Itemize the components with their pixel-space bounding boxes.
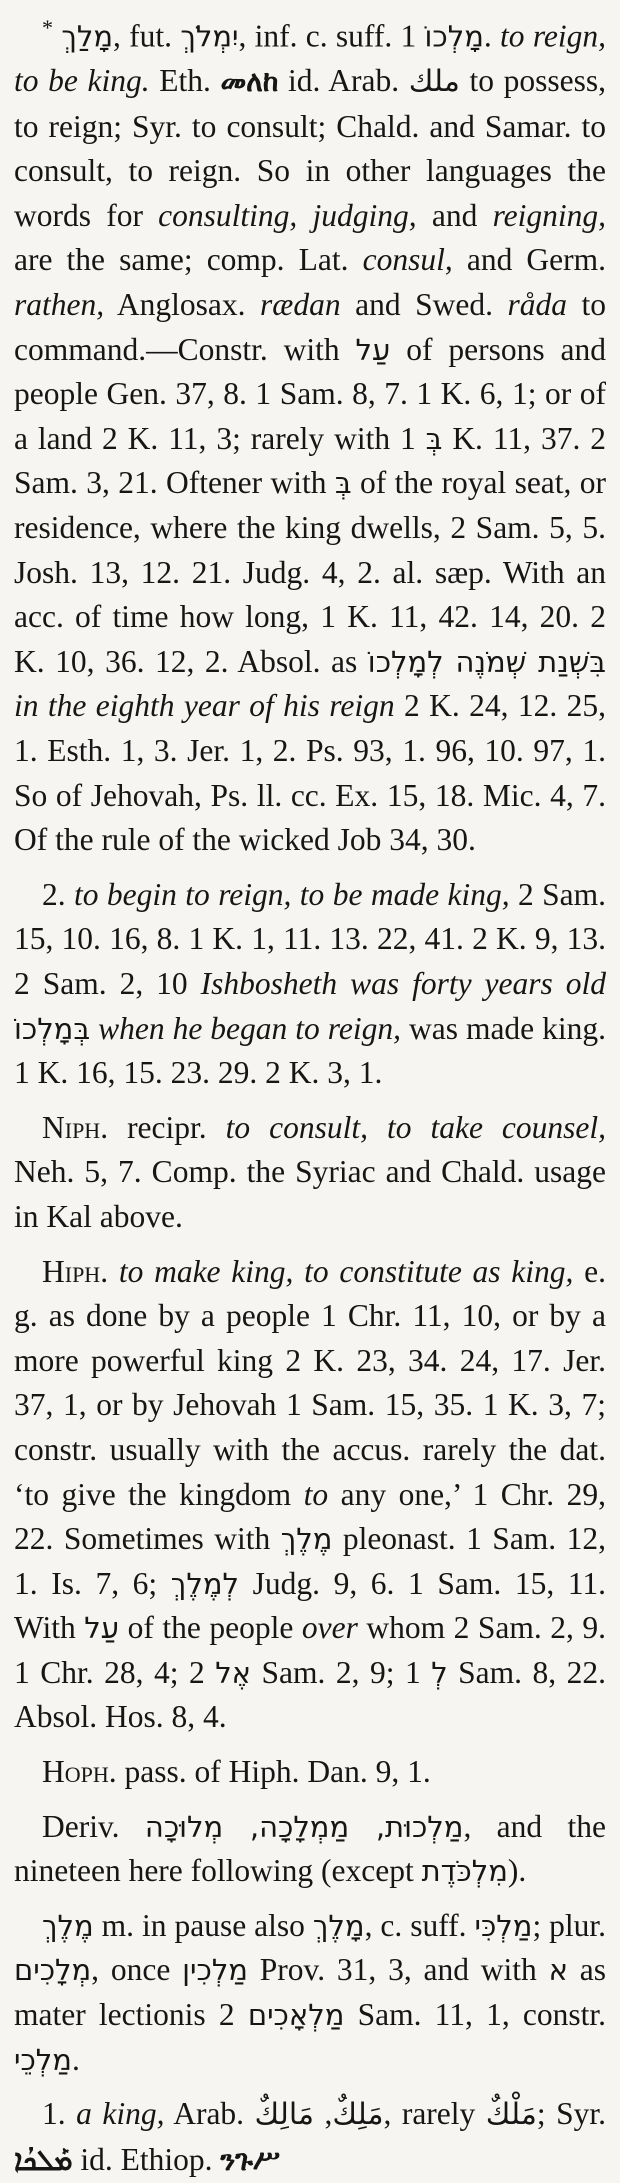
arabic-malik: مَلِكٌ	[332, 2097, 384, 2133]
word-consulting: consulting,	[158, 197, 298, 233]
eighth-year-refs: 2 K. 24, 12. 25, 1. Esth. 1, 3. Jer. 1, 2. Ps. 93, 1. 96, 10. 97, 1. So of Jehovah, Ps. ll. cc. Ex. 15, 18. Mic. 4, 7. Of the rule of the wicked Job 34, 30.	[14, 688, 607, 858]
and-1: and	[431, 197, 478, 233]
niphal-gloss: to consult, to take counsel,	[225, 1109, 607, 1145]
arabic-malik-2: مَالِكٌ	[254, 2097, 314, 2133]
hophal-text: pass. of Hiph. Dan. 9, 1.	[124, 1754, 431, 1790]
sub-pause: m. in pause also	[101, 1907, 305, 1943]
word-rathen: rathen,	[14, 287, 105, 323]
hiphil-text-2: any one,’ 1 Chr. 29, 22. Sometimes with	[14, 1476, 607, 1557]
rarely: , rarely	[383, 2096, 476, 2132]
hebrew-el: אֶל	[215, 1655, 252, 1690]
royal-seat-text: of the royal seat, or residence, where the king dwells, 2 Sam. 5, 5. Josh. 13, 12. 21. Judg. 4, 2. al. sæp. With an acc. of time how long, 1 K. 11, 42. 14, 20. 2 K. 10, 36. 12, 2. Absol. as	[14, 465, 607, 679]
mater-text: as mater lectionis	[14, 1952, 607, 2033]
hebrew-lemelekh: לְמֶלֶךְ	[170, 1566, 239, 1601]
hebrew-aleph: א	[548, 1953, 568, 1988]
niphal-rest: Neh. 5, 7. Comp. the Syriac and Chald. usage in Kal above.	[14, 1154, 606, 1234]
same-comp: are the same; comp. Lat.	[14, 242, 349, 278]
id-ethiop: id. Ethiop.	[80, 2141, 213, 2177]
inf-label: , inf. c. suff.	[238, 18, 393, 54]
hebrew-milkadah: מִלְכֹּדֶת	[421, 1854, 508, 1889]
arabic-word: ملك	[408, 64, 460, 100]
sense-2-gloss: to begin to reign, to be made king,	[74, 876, 510, 912]
deriv-words: מַלְכוּת, מַמְלָכָה, מְלוּכָה	[144, 1809, 464, 1844]
sam-constr: 2 Sam. 11, 1, constr.	[218, 1997, 607, 2033]
sense-king-gloss: a king,	[76, 2096, 165, 2132]
hebrew-phrase: בִּשְׁנַת שְׁמֹנֶה לְמָלְכוֹ	[367, 644, 606, 679]
entry-sense-2	[14, 873, 606, 1096]
ethiopic-word-2: ንጉሥ	[220, 2143, 280, 2177]
hebrew-be-1: בְּ	[425, 421, 443, 456]
and-germ: and Germ.	[466, 242, 607, 278]
plur-label: ; plur.	[532, 1907, 607, 1943]
pleonast-text: pleonast. 1 Sam. 12, 1. Is. 7, 6;	[14, 1521, 606, 1601]
niphal-recipr: recipr.	[127, 1109, 207, 1145]
sense-1-number: 1.	[400, 18, 492, 54]
eighth-year-gloss: in the eighth year of his reign	[14, 688, 395, 724]
made-king-text: was made king. 1 K. 16, 15. 23. 29. 2 K. 3, 1.	[14, 1010, 607, 1091]
entry-hophal	[14, 1750, 606, 1795]
el-refs: 2 Sam. 2, 9;	[188, 1654, 395, 1690]
sense-2-refs: 2 Sam. 15, 10. 16, 8. 1 K. 1, 11. 13. 22, 41. 2 K. 9, 13. 2 Sam. 2, 10	[14, 876, 607, 1001]
fut-label: , fut.	[113, 18, 173, 54]
entry-column	[14, 6, 606, 2183]
sub-headword: מֶלֶךְ	[42, 1908, 94, 1943]
hebrew-malkhe: מַלְכֵי	[14, 2042, 72, 2077]
hiphil-label: Hiph.	[42, 1253, 109, 1289]
of-people: of the people	[127, 1610, 294, 1646]
word-rada: råda	[507, 287, 567, 323]
syr-label: ; Syr.	[536, 2096, 607, 2132]
entry-king	[14, 2092, 606, 2183]
when-began-text: when he began to reign,	[98, 1010, 401, 1046]
ethiopic-word: መለከ	[220, 65, 279, 99]
prov-text: Prov. 31, 3, and with	[259, 1952, 537, 1988]
hebrew-malakhim: מַלְאָכִים	[247, 1998, 345, 2033]
hebrew-be-2: בְּ	[334, 466, 352, 501]
arab-label: Arab.	[173, 2096, 245, 2132]
hebrew-melakhin: מַלְכִין	[182, 1953, 248, 1988]
sense-1-gloss: to reign, to be king.	[14, 18, 607, 99]
headword: מָלַךְ	[61, 19, 114, 54]
whom-refs: whom 2 Sam. 2, 9. 1 Chr. 28, 4;	[14, 1610, 607, 1690]
word-raedan: rædan	[260, 287, 341, 323]
hebrew-bemolko: בְּמָלְכוֹ	[14, 1011, 91, 1046]
word-reigning: reigning,	[492, 197, 607, 233]
id-arab: id. Arab.	[287, 63, 400, 99]
arabic-malk: مَلْكٌ	[485, 2097, 537, 2133]
entry-derivatives	[14, 1805, 606, 1894]
comma: ,	[324, 2096, 333, 2132]
close-paren: ).	[507, 1853, 527, 1889]
niphal-label: Niph.	[42, 1109, 109, 1145]
fut-form: יִמְלֹךְ	[180, 19, 239, 54]
word-over: over	[301, 1610, 358, 1646]
command-constr: to command.—Constr. with	[14, 287, 607, 367]
ishbosheth-text: Ishbosheth was forty years old	[200, 965, 606, 1001]
hiphil-text-1: e. g. as done by a people 1 Chr. 11, 10, or by a more powerful king 2 K. 23, 34. 24, 17. Jer. 37, 1, or by Jehovah 1 Sam. 15, 35. 1 K. 3, 7; constr. usually with the accus. rarely the dat. ‘to give the kingdom	[14, 1253, 607, 1512]
deriv-label: Deriv.	[42, 1808, 120, 1844]
hophal-label: Hoph.	[42, 1754, 117, 1790]
hebrew-melakhim: מְלָכִים	[14, 1953, 92, 1988]
inf-form: מָלְכוֹ	[424, 19, 484, 54]
syriac-word: ܡܰܠܟܳܐ	[14, 2143, 73, 2177]
entry-star: *	[42, 15, 54, 40]
word-judging: judging,	[312, 197, 417, 233]
hiphil-gloss: to make king, to constitute as king,	[118, 1253, 574, 1289]
entry-hiphil	[14, 1250, 606, 1741]
word-to: to	[303, 1476, 329, 1512]
entry-kal	[14, 6, 606, 863]
anglosax: Anglosax.	[116, 287, 246, 323]
arab-gloss: to possess, to reign; Syr. to consult; Chald. and Samar. to consult, to reign. So in other languages the words for	[14, 63, 606, 233]
word-consul: consul,	[362, 242, 453, 278]
refs-after-be: 1 K. 11, 37. 2 Sam. 3, 21. Oftener with	[14, 420, 606, 501]
period: .	[71, 2041, 80, 2077]
eth-label: Eth.	[159, 63, 211, 99]
entry-niphal	[14, 1106, 606, 1240]
hebrew-melekh-1: מֶלֶךְ	[280, 1522, 333, 1557]
deriv-text: , and the nineteen here following (except	[14, 1808, 606, 1889]
hebrew-al-1: עַל	[355, 332, 391, 367]
hebrew-al-2: עַל	[84, 1611, 120, 1646]
csuff: , c. suff.	[364, 1907, 467, 1943]
sense-2-number: 2.	[42, 876, 66, 912]
once-label: , once	[91, 1952, 171, 1988]
entry-melekh	[14, 1904, 606, 2082]
judg-refs: Judg. 9, 6. 1 Sam. 15, 11. With	[14, 1565, 607, 1646]
persons-text: of persons and people Gen. 37, 8. 1 Sam. 8, 7. 1 K. 6, 1; or of a land 2 K. 11, 3; rarely with	[14, 331, 607, 456]
hebrew-le: לְ	[431, 1655, 448, 1690]
hebrew-melekh-pause: מָלֶךְ	[312, 1908, 365, 1943]
sense-king-number: 1.	[42, 2096, 66, 2132]
le-refs: 1 Sam. 8, 22. Absol. Hos. 8, 4.	[14, 1654, 606, 1735]
and-swed: and Swed.	[355, 287, 493, 323]
hebrew-malki: מַלְכִּי	[474, 1908, 533, 1943]
